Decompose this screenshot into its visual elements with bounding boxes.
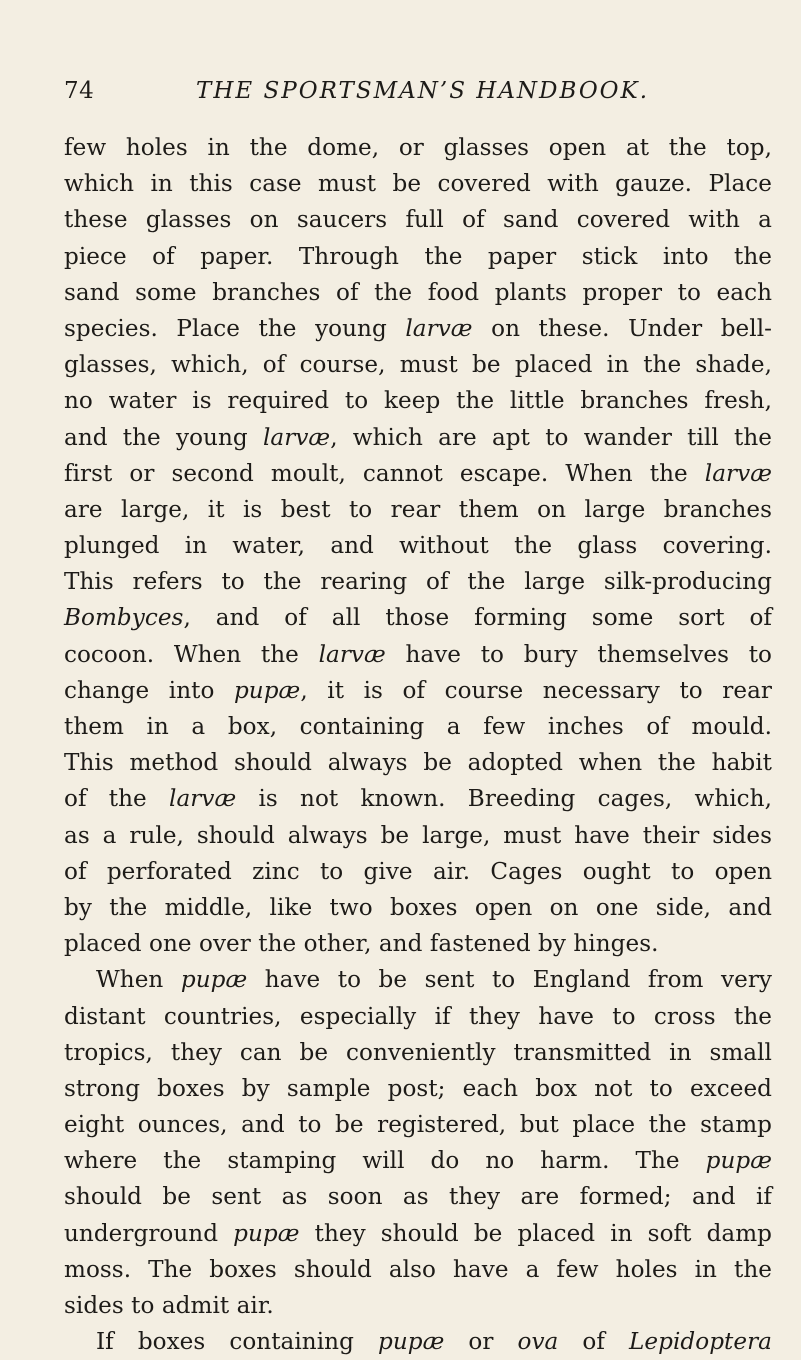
text-line: and the young larvæ, which are apt to wander till the (64, 424, 772, 451)
italic-term: pupæ (705, 1148, 772, 1175)
italic-term: pupæ (233, 1220, 300, 1247)
italic-term: larvæ (318, 641, 386, 668)
text-line: strong boxes by sample post; each box not to exceed (64, 1075, 772, 1102)
text-line: of the larvæ is not known. Breeding cages, which, (64, 786, 772, 813)
italic-term: larvæ (262, 424, 331, 451)
text-line: underground pupæ they should be placed in soft damp (64, 1220, 772, 1247)
text-line: When pupæ have to be sent to England from very (96, 967, 773, 994)
italic-term: pupæ (180, 967, 248, 994)
text-line: plunged in water, and without the glass covering. (64, 533, 772, 560)
text-line: of perforated zinc to give air. Cages ought to open (64, 858, 772, 885)
text-line: are large, it is best to rear them on large branches (64, 496, 772, 523)
italic-term: pupæ (233, 677, 301, 704)
italic-term: larvæ (704, 460, 772, 487)
text-line: eight ounces, and to be registered, but place the stamp (64, 1112, 772, 1139)
page-number: 74 (64, 78, 95, 104)
text-line: by the middle, like two boxes open on one side, and (64, 894, 772, 921)
text-line: them in a box, containing a few inches of mould. (64, 714, 772, 740)
text-line: placed one over the other, and fastened by hinges. (64, 931, 659, 958)
text-line: cocoon. When the larvæ have to bury themselves to (64, 641, 772, 668)
text-line: few holes in the dome, or glasses open at the top, (64, 135, 772, 161)
text-line: piece of paper. Through the paper stick into the (64, 243, 772, 270)
text-line: This refers to the rearing of the large silk-producing (64, 569, 772, 596)
italic-term: ova (517, 1329, 559, 1356)
body-text (64, 130, 772, 1360)
running-title: THE SPORTSMAN’S HANDBOOK. (196, 78, 650, 104)
text-line: where the stamping will do no harm. The pupæ (64, 1148, 772, 1175)
italic-term: larvæ (405, 315, 473, 342)
text-line: glasses, which, of course, must be placed in the shade, (64, 352, 772, 379)
running-head (64, 78, 764, 112)
text-line: moss. The boxes should also have a few holes in the (64, 1256, 772, 1283)
italic-term: larvæ (169, 786, 237, 813)
text-line: sand some branches of the food plants proper to each (64, 279, 772, 306)
italic-term: pupæ (377, 1329, 445, 1356)
text-line: change into pupæ, it is of course necessary to rear (64, 677, 773, 704)
text-line: If boxes containing pupæ or ova of Lepidoptera (96, 1329, 772, 1356)
text-line: first or second moult, cannot escape. When the larvæ (64, 460, 772, 487)
text-line: species. Place the young larvæ on these. Under bell- (64, 315, 772, 342)
text-line: tropics, they can be conveniently transmitted in small (64, 1039, 772, 1066)
italic-term: Lepidoptera (629, 1329, 772, 1356)
text-line: as a rule, should always be large, must have their sides (64, 822, 772, 849)
text-line: these glasses on saucers full of sand covered with a (64, 207, 772, 234)
text-line: Bombyces, and of all those forming some sort of (64, 605, 772, 632)
text-line: distant countries, especially if they have to cross the (64, 1003, 772, 1030)
text-line: which in this case must be covered with gauze. Place (64, 171, 772, 198)
text-line: no water is required to keep the little branches fresh, (64, 388, 772, 415)
text-line: should be sent as soon as they are formed; and if (64, 1184, 772, 1211)
italic-term: Bombyces (64, 605, 184, 632)
text-line: sides to admit air. (64, 1293, 274, 1319)
text-line: This method should always be adopted when the habit (64, 750, 772, 777)
